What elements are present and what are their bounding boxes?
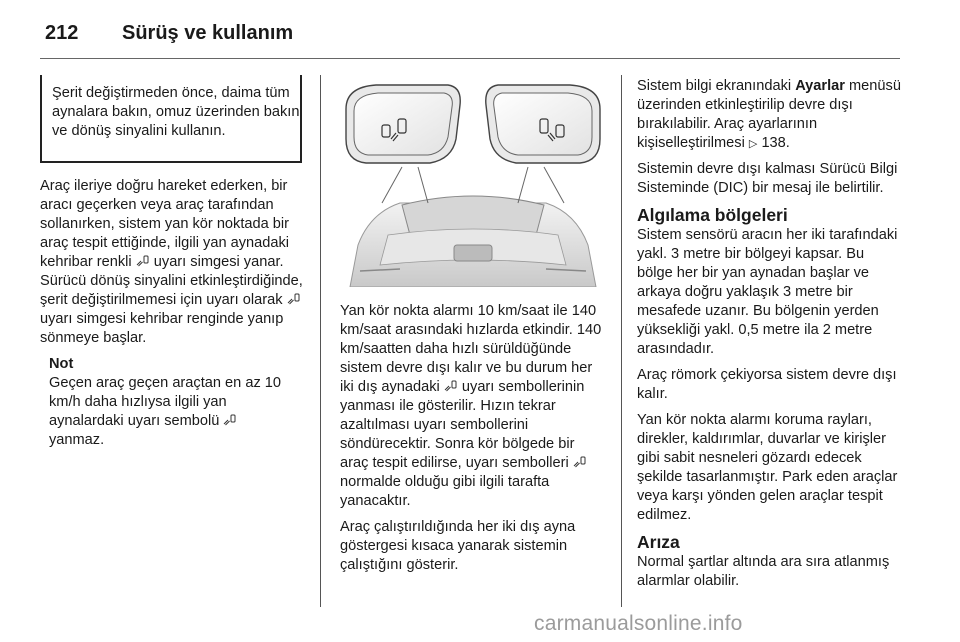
settings-menu-label: Ayarlar	[795, 78, 845, 94]
right-paragraph-5: Yan kör nokta alarmı koruma rayları, direkler, kaldırımlar, duvarlar ve kirişler gibi sabit nesneleri gözardı edecek şekilde tasarlanmıştır. Park eden araçlar veya karşı yönden gelen araçlar tespit edilmez.	[637, 412, 898, 523]
right-paragraph-6: Normal şartlar altında ara sıra atlanmış alarmlar olabilir.	[637, 554, 890, 589]
blind-spot-icon	[136, 255, 150, 268]
column-divider	[621, 75, 622, 607]
blind-spot-icon	[223, 414, 237, 427]
left-paragraph	[40, 177, 304, 348]
middle-paragraph-2: Araç çalıştırıldığında her iki dış ayna göstergesi kısaca yanarak sistemin çalıştığını gösterir.	[340, 519, 576, 573]
heading-fault: Arıza	[637, 532, 680, 552]
note-text-part-a: Geçen araç geçen araçtan en az 10 km/h daha hızlıysa ilgili yan aynalardaki uyarı sembolü	[49, 375, 282, 429]
blind-spot-icon	[287, 293, 301, 306]
middle-p1-part-a: Yan kör nokta alarmı 10 km/saat ile 140 km/saat arasındaki hızlarda etkindir. 140 km/saatten daha hızlı sürüldüğünde sistem devre dışı kalır ve bu durum her iki dış aynadaki	[340, 303, 602, 395]
middle-p1-part-b: uyarı sembollerinin yanması ile gösterilir. Hızın tekrar azaltılması uyarı sembollerini söndürecektir. Sonra kör bölgede bir araç tespit edilirse, uyarı sembolleri	[340, 379, 585, 471]
blind-spot-icon	[444, 380, 458, 393]
right-paragraph-2: Sistemin devre dışı kalması Sürücü Bilgi Sisteminde (DIC) bir mesaj ile belirtilir.	[637, 161, 898, 196]
note-block	[49, 355, 304, 450]
note-text-part-b: yanmaz.	[49, 432, 105, 448]
page-reference-arrow-icon: ▷	[748, 137, 758, 150]
middle-paragraph-1	[340, 302, 606, 511]
header-divider	[40, 58, 900, 59]
page-number: 212	[45, 22, 79, 44]
heading-detection-zones: Algılama bölgeleri	[637, 205, 788, 225]
section-title: Sürüş ve kullanım	[122, 22, 294, 44]
right-paragraph-4: Araç römork çekiyorsa sistem devre dışı kalır.	[637, 367, 897, 402]
right-p1-part-a: Sistem bilgi ekranındaki	[637, 78, 792, 94]
warning-text: Şerit değiştirmeden önce, daima tüm aynalara bakın, omuz üzerinden bakın ve dönüş sinyalini kullanın.	[52, 85, 300, 139]
left-column	[40, 177, 304, 450]
watermark: carmanualsonline.info	[534, 612, 743, 635]
left-p1-part-b: uyarı simgesi yanar. Sürücü dönüş sinyalini etkinleştirdiğinde, şerit değiştirilmemesi için uyarı olarak	[40, 254, 303, 308]
right-p1-part-b: menüsü üzerinden etkinleştirilip devre dışı bırakılabilir. Araç ayarlarının kişiselleştirilmesi	[637, 78, 901, 151]
note-text	[49, 374, 304, 450]
left-p1-part-a: Araç ileriye doğru hareket ederken, bir aracı geçerken veya araç tarafından sollanırken, sistem yan kör noktada bir araç tespit ettiğinde, ilgili yan aynadaki kehribar renkli	[40, 178, 290, 270]
side-mirrors-illustration	[340, 75, 606, 287]
warning-box	[40, 75, 302, 163]
right-column	[637, 77, 903, 598]
note-title: Not	[49, 356, 74, 372]
middle-p1-part-c: normalde olduğu gibi ilgili tarafta yanacaktır.	[340, 474, 550, 509]
blind-spot-icon	[573, 456, 587, 469]
right-paragraph-3: Sistem sensörü aracın her iki tarafındaki yakl. 3 metre bir bölgeyi kapsar. Bu bölge her bir yan aynadan başlar ve arkaya doğru yaklaşık 3 metre bir mesafede uzanır. Bu bölgenin yerden yüksekliği yakl. 0,5 metre ila 2 metre arasındadır.	[637, 227, 898, 357]
middle-column	[340, 302, 606, 582]
right-paragraph-1	[637, 77, 903, 153]
left-p1-part-c: uyarı simgesi kehribar renginde yanıp sönmeye başlar.	[40, 311, 284, 346]
page-reference: 138.	[761, 135, 790, 151]
column-divider	[320, 75, 321, 607]
